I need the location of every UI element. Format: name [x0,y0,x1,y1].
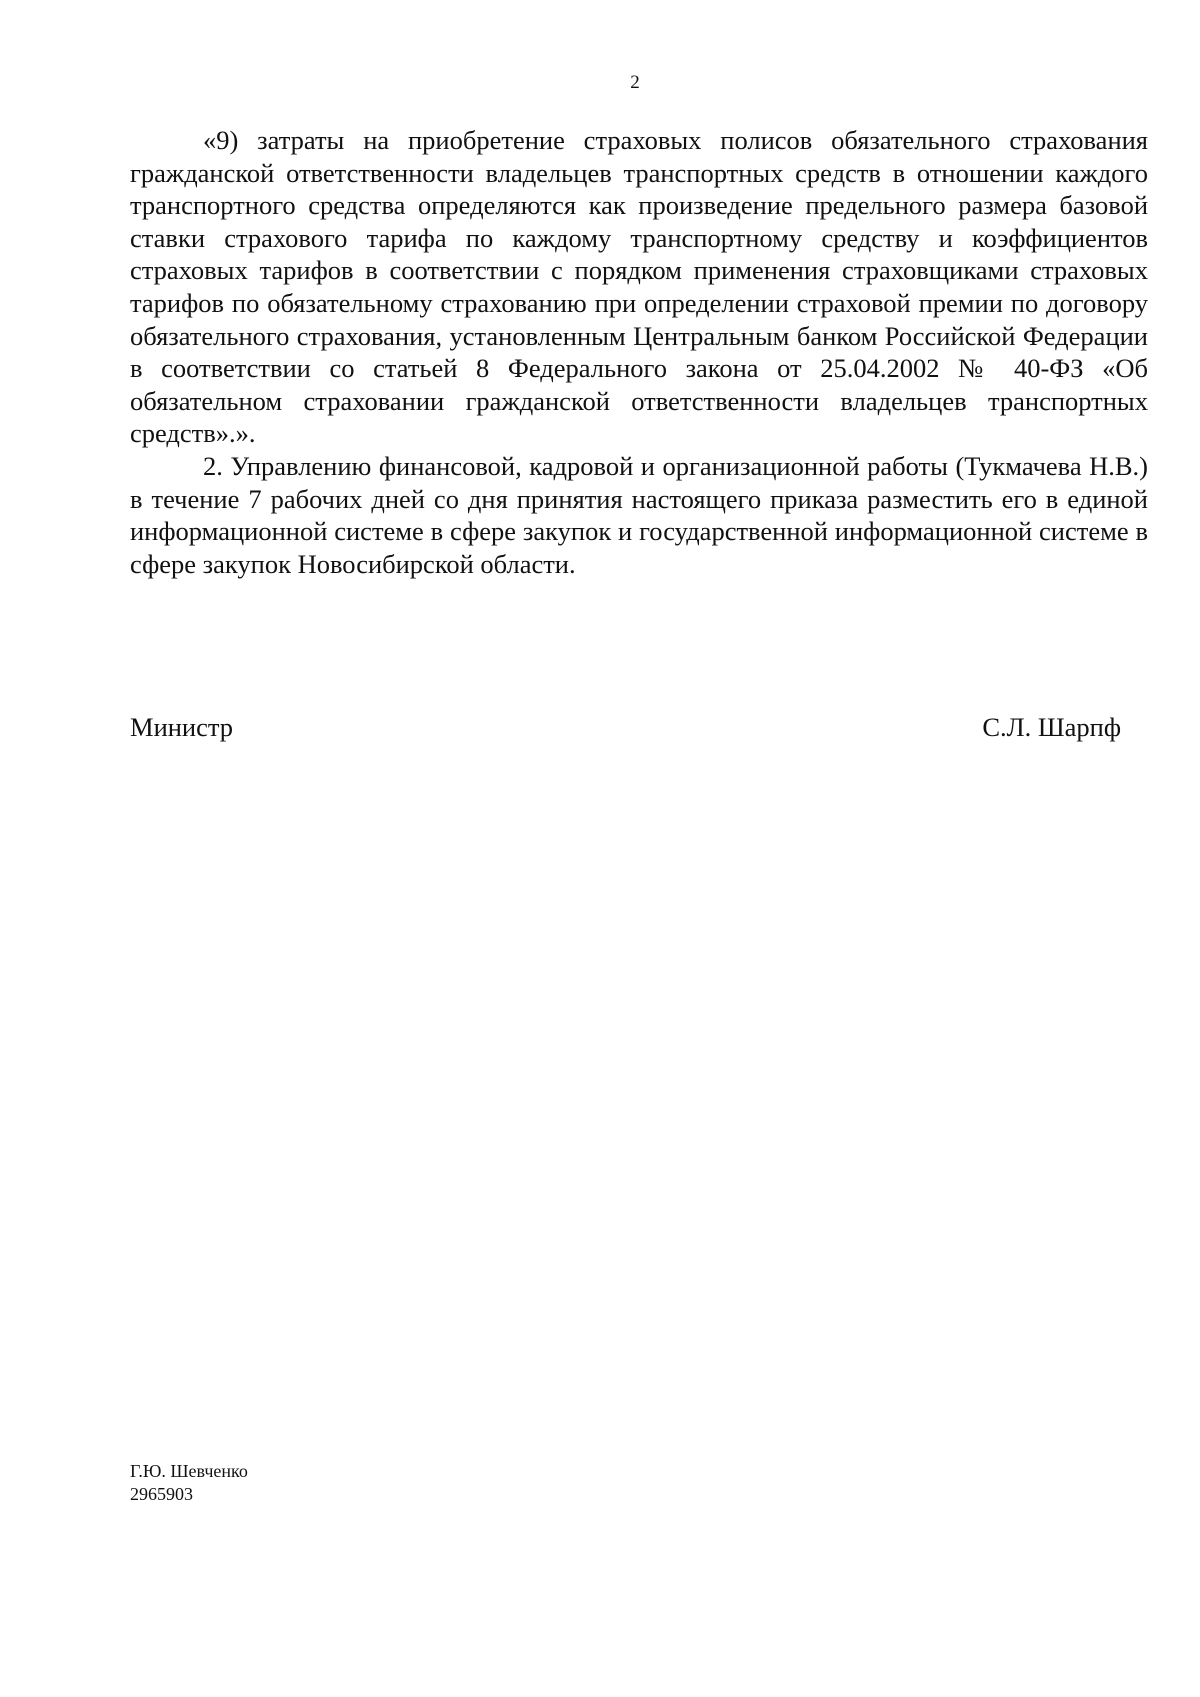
executor-block [130,1460,248,1506]
executor-name: Г.Ю. Шевченко [130,1461,248,1481]
document-body [130,124,1148,580]
signatory-name: С.Л. Шарпф [982,712,1121,742]
executor-phone: 2965903 [130,1484,193,1504]
page-number: 2 [630,72,640,93]
signatory-role: Министр [130,712,234,742]
paragraph-item-9: «9) затраты на приобретение страховых полисов обязательного страхования гражданской ответственности владельцев транспортных средств в отношении каждого транспортного средства определяются как произведение предельного размера базовой ставки страхового тарифа по каждому транспортному средству и коэффициентов страховых тарифов в соответствии с порядком применения страховщиками страховых тарифов по обязательному страхованию при определении страховой премии по договору обязательного страхования, установленным Центральным банком Российской Федерации в соответствии со статьей 8 Федерального закона от 25.04.2002 № 40-ФЗ «Об обязательном страховании гражданской ответственности владельцев транспортных средств».». [130,125,1148,449]
paragraph-item-2: 2. Управлению финансовой, кадровой и организационной работы (Тукмачева Н.В.) в течение 7 рабочих дней со дня принятия настоящего приказа разместить его в единой информационной системе в сфере закупок и государственной информационной системе в сфере закупок Новосибирской области. [130,450,1148,579]
